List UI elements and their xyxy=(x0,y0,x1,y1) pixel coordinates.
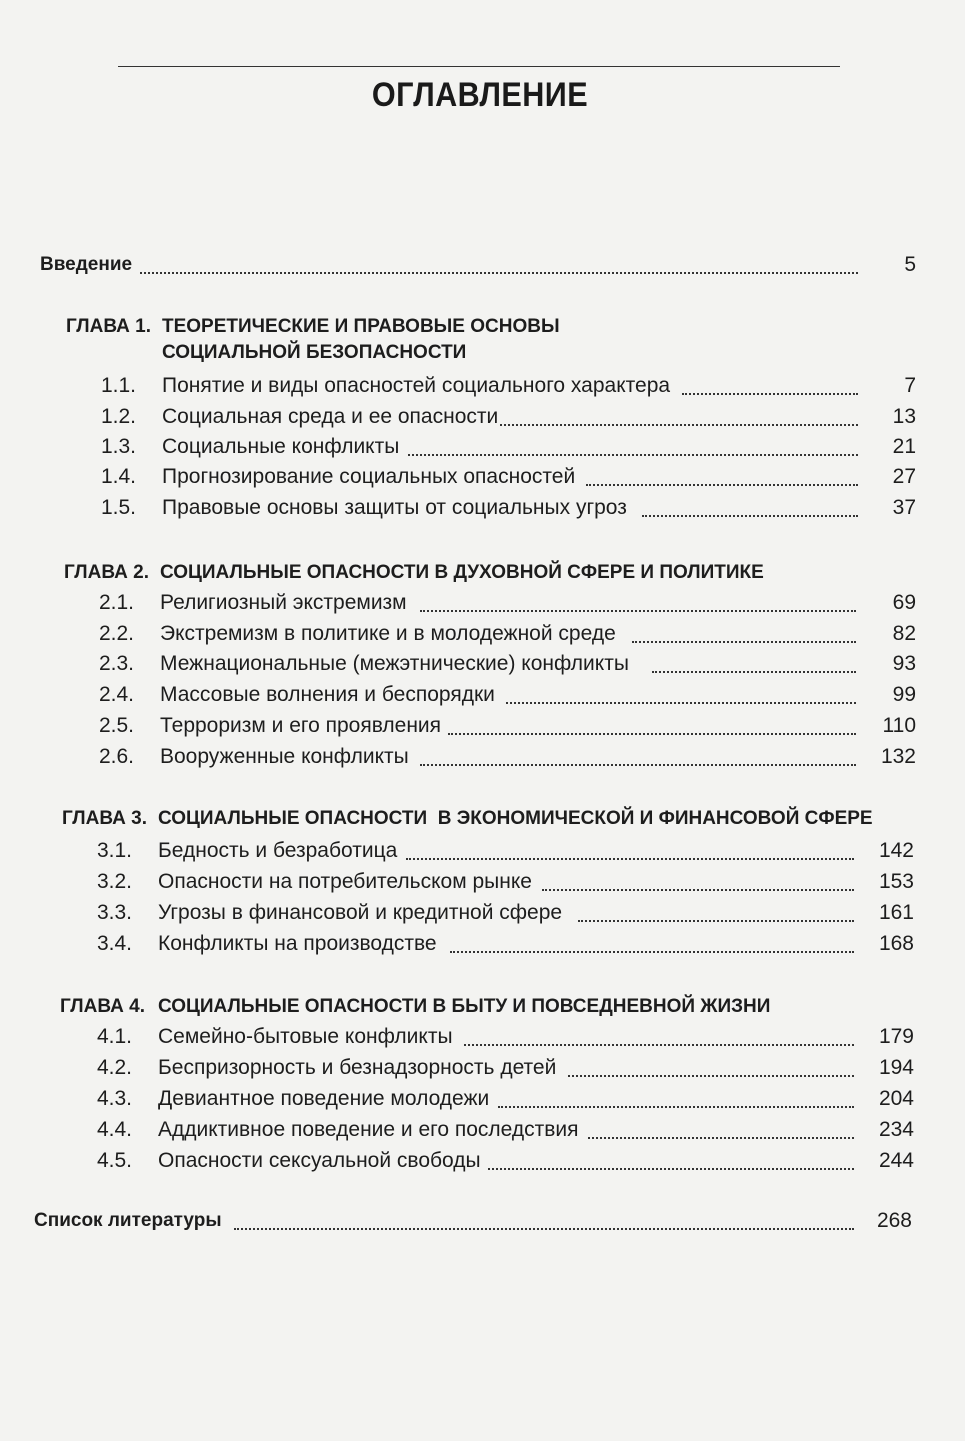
dot-leader xyxy=(588,1137,854,1139)
entry-title: Аддиктивное поведение и его последствия xyxy=(158,1118,579,1141)
entry-title: Бедность и безработица xyxy=(158,839,398,862)
entry-title: Массовые волнения и беспорядки xyxy=(160,683,495,706)
chapter-label: ГЛАВА 2. xyxy=(64,562,149,583)
entry-title: Правовые основы защиты от социальных угроз xyxy=(162,496,627,519)
toc-entry[interactable] xyxy=(0,867,965,897)
entry-title: Опасности на потребительском рынке xyxy=(158,870,532,893)
section-number: 3.2. xyxy=(96,870,132,893)
toc-entry[interactable] xyxy=(0,462,965,492)
section-number: 1.2. xyxy=(100,405,136,428)
toc-entry[interactable] xyxy=(0,1053,965,1083)
toc-entry[interactable] xyxy=(0,898,965,928)
chapter-title: ТЕОРЕТИЧЕСКИЕ И ПРАВОВЫЕ ОСНОВЫ xyxy=(162,316,560,337)
toc-entry[interactable] xyxy=(0,1146,965,1176)
toc-entry[interactable] xyxy=(0,432,965,462)
page-number: 69 xyxy=(892,591,916,614)
page-number: 99 xyxy=(892,683,916,706)
section-number: 2.3. xyxy=(98,652,134,675)
section-number: 4.1. xyxy=(96,1025,132,1048)
entry-title: Семейно-бытовые конфликты xyxy=(158,1025,453,1048)
page-number: 21 xyxy=(892,435,916,458)
section-number: 1.5. xyxy=(100,496,136,519)
chapter-title: СОЦИАЛЬНЫЕ ОПАСНОСТИ В ДУХОВНОЙ СФЕРЕ И ПОЛИТИКЕ xyxy=(160,562,764,583)
page-number: 161 xyxy=(878,901,914,924)
dot-leader xyxy=(420,610,856,612)
section-number: 2.2. xyxy=(98,622,134,645)
toc-entry[interactable] xyxy=(0,929,965,959)
page-number: 204 xyxy=(878,1087,914,1110)
page-number: 268 xyxy=(876,1209,912,1232)
entry-title: Угрозы в финансовой и кредитной сфере xyxy=(158,901,563,924)
section-number: 4.5. xyxy=(96,1149,132,1172)
entry-title: Беспризорность и безнадзорность детей xyxy=(158,1056,557,1079)
toc-entry[interactable] xyxy=(0,619,965,649)
dot-leader xyxy=(488,1168,854,1170)
section-number: 4.3. xyxy=(96,1087,132,1110)
toc-entry[interactable] xyxy=(0,371,965,401)
entry-title: Религиозный экстремизм xyxy=(160,591,407,614)
top-rule xyxy=(118,66,840,67)
toc-entry[interactable] xyxy=(0,588,965,618)
dot-leader xyxy=(464,1044,854,1046)
page-number: 179 xyxy=(878,1025,914,1048)
entry-title: Вооруженные конфликты xyxy=(160,745,409,768)
page-number: 5 xyxy=(904,253,916,276)
section-number: 2.5. xyxy=(98,714,134,737)
section-number: 1.1. xyxy=(100,374,136,397)
toc-entry[interactable] xyxy=(0,1084,965,1114)
chapter-title: СОЦИАЛЬНЫЕ ОПАСНОСТИ В БЫТУ И ПОВСЕДНЕВНОЙ ЖИЗНИ xyxy=(158,996,771,1017)
page-number: 82 xyxy=(892,622,916,645)
dot-leader xyxy=(682,393,858,395)
section-number: 2.6. xyxy=(98,745,134,768)
entry-title: Опасности сексуальной свободы xyxy=(158,1149,481,1172)
toc-entry[interactable] xyxy=(0,742,965,772)
chapter-title-line2: СОЦИАЛЬНОЙ БЕЗОПАСНОСТИ xyxy=(162,342,467,363)
entry-title: Прогнозирование социальных опасностей xyxy=(162,465,576,488)
dot-leader xyxy=(632,641,856,643)
dot-leader xyxy=(234,1228,854,1230)
toc-entry-intro[interactable] xyxy=(0,250,965,280)
toc-entry[interactable] xyxy=(0,836,965,866)
page-number: 27 xyxy=(892,465,916,488)
entry-title: Социальные конфликты xyxy=(162,435,400,458)
page-title: ОГЛАВЛЕНИЕ xyxy=(371,76,589,114)
section-number: 3.4. xyxy=(96,932,132,955)
page-number: 234 xyxy=(878,1118,914,1141)
dot-leader xyxy=(498,1106,854,1108)
dot-leader xyxy=(450,951,854,953)
page-number: 142 xyxy=(878,839,914,862)
dot-leader xyxy=(586,484,858,486)
section-number: 3.3. xyxy=(96,901,132,924)
section-number: 4.2. xyxy=(96,1056,132,1079)
toc-entry-references[interactable] xyxy=(0,1206,965,1236)
dot-leader xyxy=(506,702,856,704)
toc-entry[interactable] xyxy=(0,711,965,741)
page-number: 153 xyxy=(878,870,914,893)
toc-entry[interactable] xyxy=(0,680,965,710)
dot-leader xyxy=(652,671,856,673)
toc-entry[interactable] xyxy=(0,1022,965,1052)
dot-leader xyxy=(642,515,858,517)
dot-leader xyxy=(500,424,858,426)
page-number: 132 xyxy=(880,745,916,768)
dot-leader xyxy=(448,733,856,735)
section-number: 2.1. xyxy=(98,591,134,614)
dot-leader xyxy=(408,454,858,456)
chapter-label: ГЛАВА 3. xyxy=(62,808,147,829)
section-number: 1.3. xyxy=(100,435,136,458)
page-number: 7 xyxy=(904,374,916,397)
entry-title: Терроризм и его проявления xyxy=(160,714,442,737)
entry-title: Введение xyxy=(40,254,133,275)
section-number: 3.1. xyxy=(96,839,132,862)
toc-entry[interactable] xyxy=(0,649,965,679)
dot-leader xyxy=(568,1075,854,1077)
dot-leader xyxy=(406,858,854,860)
dot-leader xyxy=(420,764,856,766)
page-number: 13 xyxy=(892,405,916,428)
chapter-title: СОЦИАЛЬНЫЕ ОПАСНОСТИ В ЭКОНОМИЧЕСКОЙ И ФИНАНСОВОЙ СФЕРЕ xyxy=(158,808,873,829)
chapter-label: ГЛАВА 1. xyxy=(66,316,151,337)
dot-leader xyxy=(578,920,854,922)
section-number: 2.4. xyxy=(98,683,134,706)
dot-leader xyxy=(542,889,854,891)
section-number: 1.4. xyxy=(100,465,136,488)
page-number: 194 xyxy=(878,1056,914,1079)
toc-entry[interactable] xyxy=(0,1115,965,1145)
section-number: 4.4. xyxy=(96,1118,132,1141)
entry-title: Межнациональные (межэтнические) конфликты xyxy=(160,652,629,675)
page-number: 244 xyxy=(878,1149,914,1172)
toc-entry[interactable] xyxy=(0,402,965,432)
page-number: 93 xyxy=(892,652,916,675)
entry-title: Список литературы xyxy=(34,1210,222,1231)
entry-title: Конфликты на производстве xyxy=(158,932,437,955)
chapter-label: ГЛАВА 4. xyxy=(60,996,145,1017)
entry-title: Понятие и виды опасностей социального характера xyxy=(162,374,671,397)
entry-title: Девиантное поведение молодежи xyxy=(158,1087,490,1110)
entry-title: Социальная среда и ее опасности xyxy=(162,405,499,428)
entry-title: Экстремизм в политике и в молодежной среде xyxy=(160,622,616,645)
toc-entry[interactable] xyxy=(0,493,965,523)
dot-leader xyxy=(140,272,858,274)
page-number: 37 xyxy=(892,496,916,519)
page-number: 168 xyxy=(878,932,914,955)
page-number: 110 xyxy=(882,714,916,737)
